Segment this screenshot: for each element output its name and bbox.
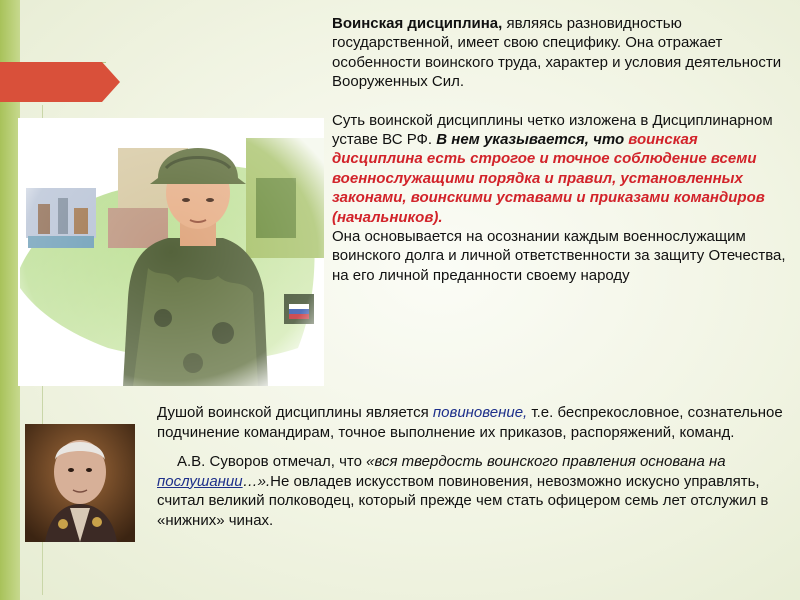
discipline-definition-block [332, 14, 790, 285]
term-obeying: послушании [157, 472, 243, 490]
suvorov-quote-start: «вся твердость воинского правления основана на [366, 453, 726, 471]
suvorov-quote-end: …». [242, 472, 271, 490]
suvorov-portrait [25, 424, 135, 542]
charter-paragraph [332, 111, 790, 227]
charter-lead: В нем указывается, что [436, 131, 629, 149]
definition-rest: являясь разновидностью государственной, имеет свою специфику. Она отражает особенности воинского труда, характер и условия деятельности Вооруженных Сил. [332, 15, 782, 91]
basis-paragraph: Она основывается на осознании каждым военнослужащим воинского долга и личной ответственности за защиту Отечества, на его личной преданности своему народу [332, 228, 786, 284]
definition-paragraph [332, 14, 790, 92]
soldier-photo [18, 118, 324, 386]
obedience-rest: т.е. беспрекословное, сознательное подчинение командирам, точное выполнение их приказов, распоряжений, команд. [157, 404, 783, 441]
suvorov-paragraph [157, 452, 793, 530]
charter-quote: воинская дисциплина есть строгое и точное соблюдение всеми военнослужащими порядка и правил, установленных законами, воинскими уставами и приказами командиров (начальников). [332, 131, 765, 226]
arrow-right-icon [0, 62, 120, 102]
obedience-paragraph [157, 403, 793, 442]
suvorov-rest: Не овладев искусством повиновения, невозможно искусно управлять, считал великий полководец, который прежде чем стать офицером семь лет отслужил в «нижних» чинах. [157, 472, 769, 529]
term-obedience: повиновение, [432, 404, 528, 421]
suvorov-intro: А.В. Суворов отмечал, что [177, 453, 367, 471]
charter-intro: Суть воинской дисциплины четко изложена в Дисциплинарном уставе ВС РФ. [332, 111, 773, 149]
term-military-discipline: Воинская дисциплина, [332, 15, 503, 32]
obedience-intro: Душой воинской дисциплины является [157, 404, 433, 421]
obedience-block [157, 403, 793, 531]
